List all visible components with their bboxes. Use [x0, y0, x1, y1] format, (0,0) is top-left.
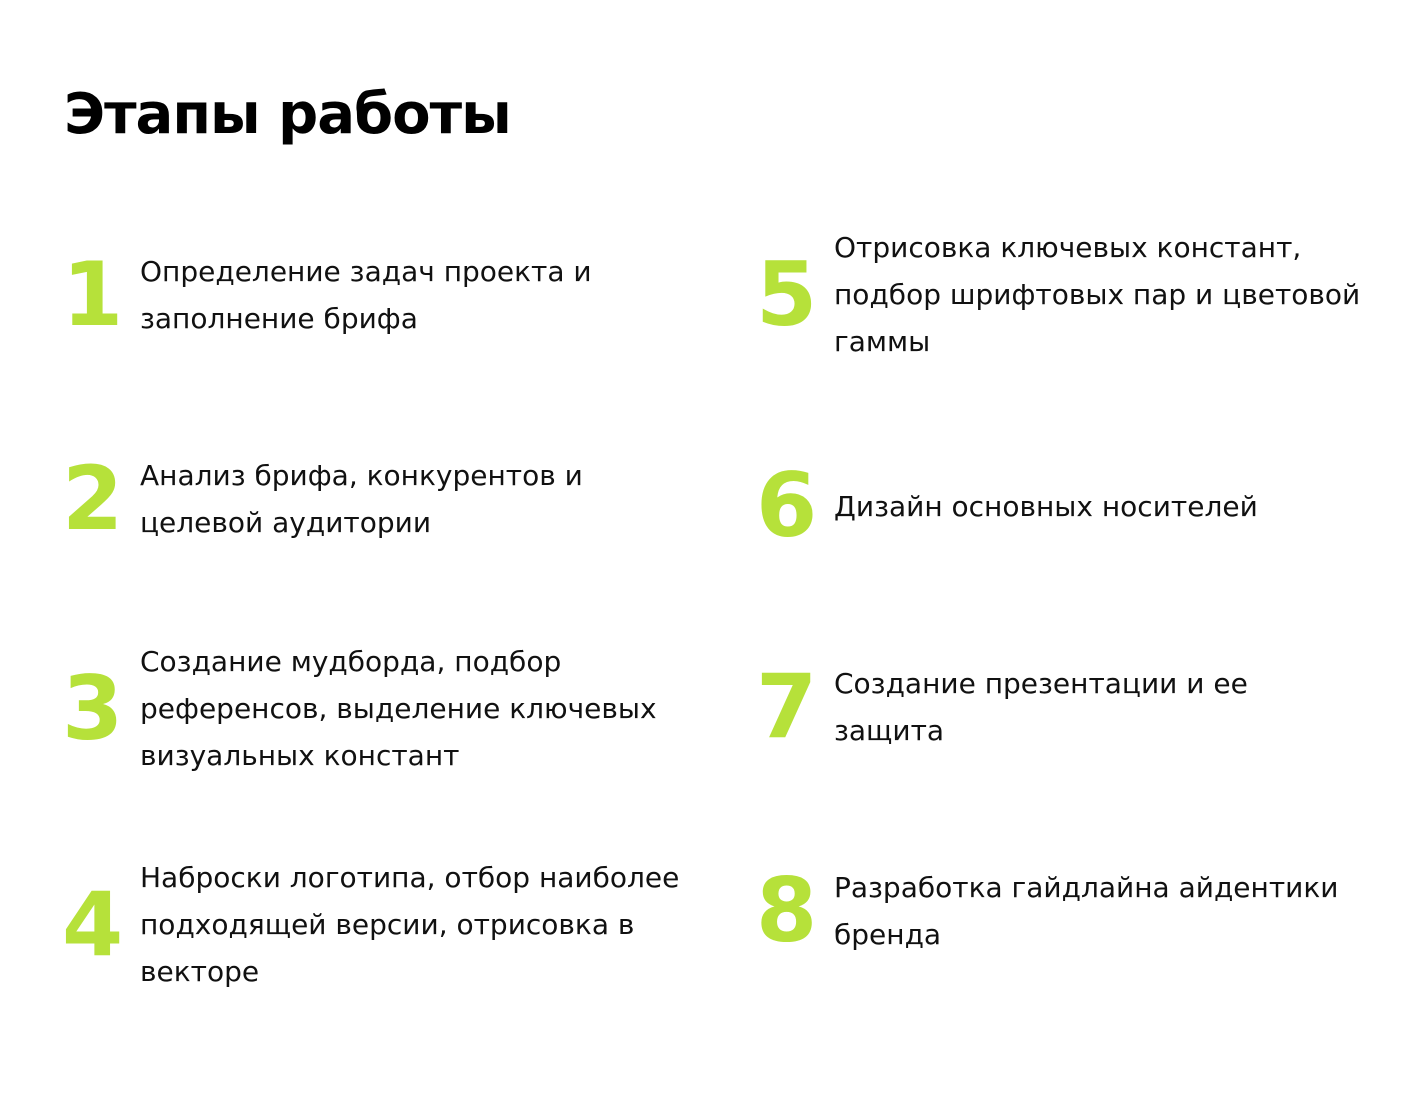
step-2: [62, 447, 702, 550]
step-number: 3: [62, 656, 122, 760]
step-7: [756, 655, 1376, 758]
step-number: 8: [756, 859, 816, 962]
step-number: 5: [756, 242, 816, 346]
step-4: [62, 854, 702, 995]
step-text: Разработка гайдлайна айдентики бренда: [834, 871, 1339, 951]
step-number: 7: [756, 655, 816, 758]
step-3: [62, 638, 702, 779]
step-6: [756, 454, 1376, 557]
step-text: Создание презентации и ее защита: [834, 667, 1248, 747]
step-text: Создание мудборда, подбор референсов, выделение ключевых визуальных констант: [140, 645, 657, 772]
step-text: Наброски логотипа, отбор наиболее подходящей версии, отрисовка в векторе: [140, 861, 680, 988]
step-number: 1: [62, 243, 122, 346]
step-text: Определение задач проекта и заполнение брифа: [140, 255, 592, 335]
step-number: 2: [62, 447, 122, 550]
page-title: Этапы работы: [64, 82, 511, 147]
step-number: 6: [756, 454, 816, 557]
step-8: [756, 859, 1376, 962]
step-text: Анализ брифа, конкурентов и целевой аудитории: [140, 459, 583, 539]
step-text: Отрисовка ключевых констант, подбор шрифтовых пар и цветовой гаммы: [834, 231, 1361, 358]
step-text: Дизайн основных носителей: [834, 489, 1258, 523]
step-number: 4: [62, 872, 122, 976]
step-5: [756, 224, 1376, 365]
step-1: [62, 243, 702, 346]
